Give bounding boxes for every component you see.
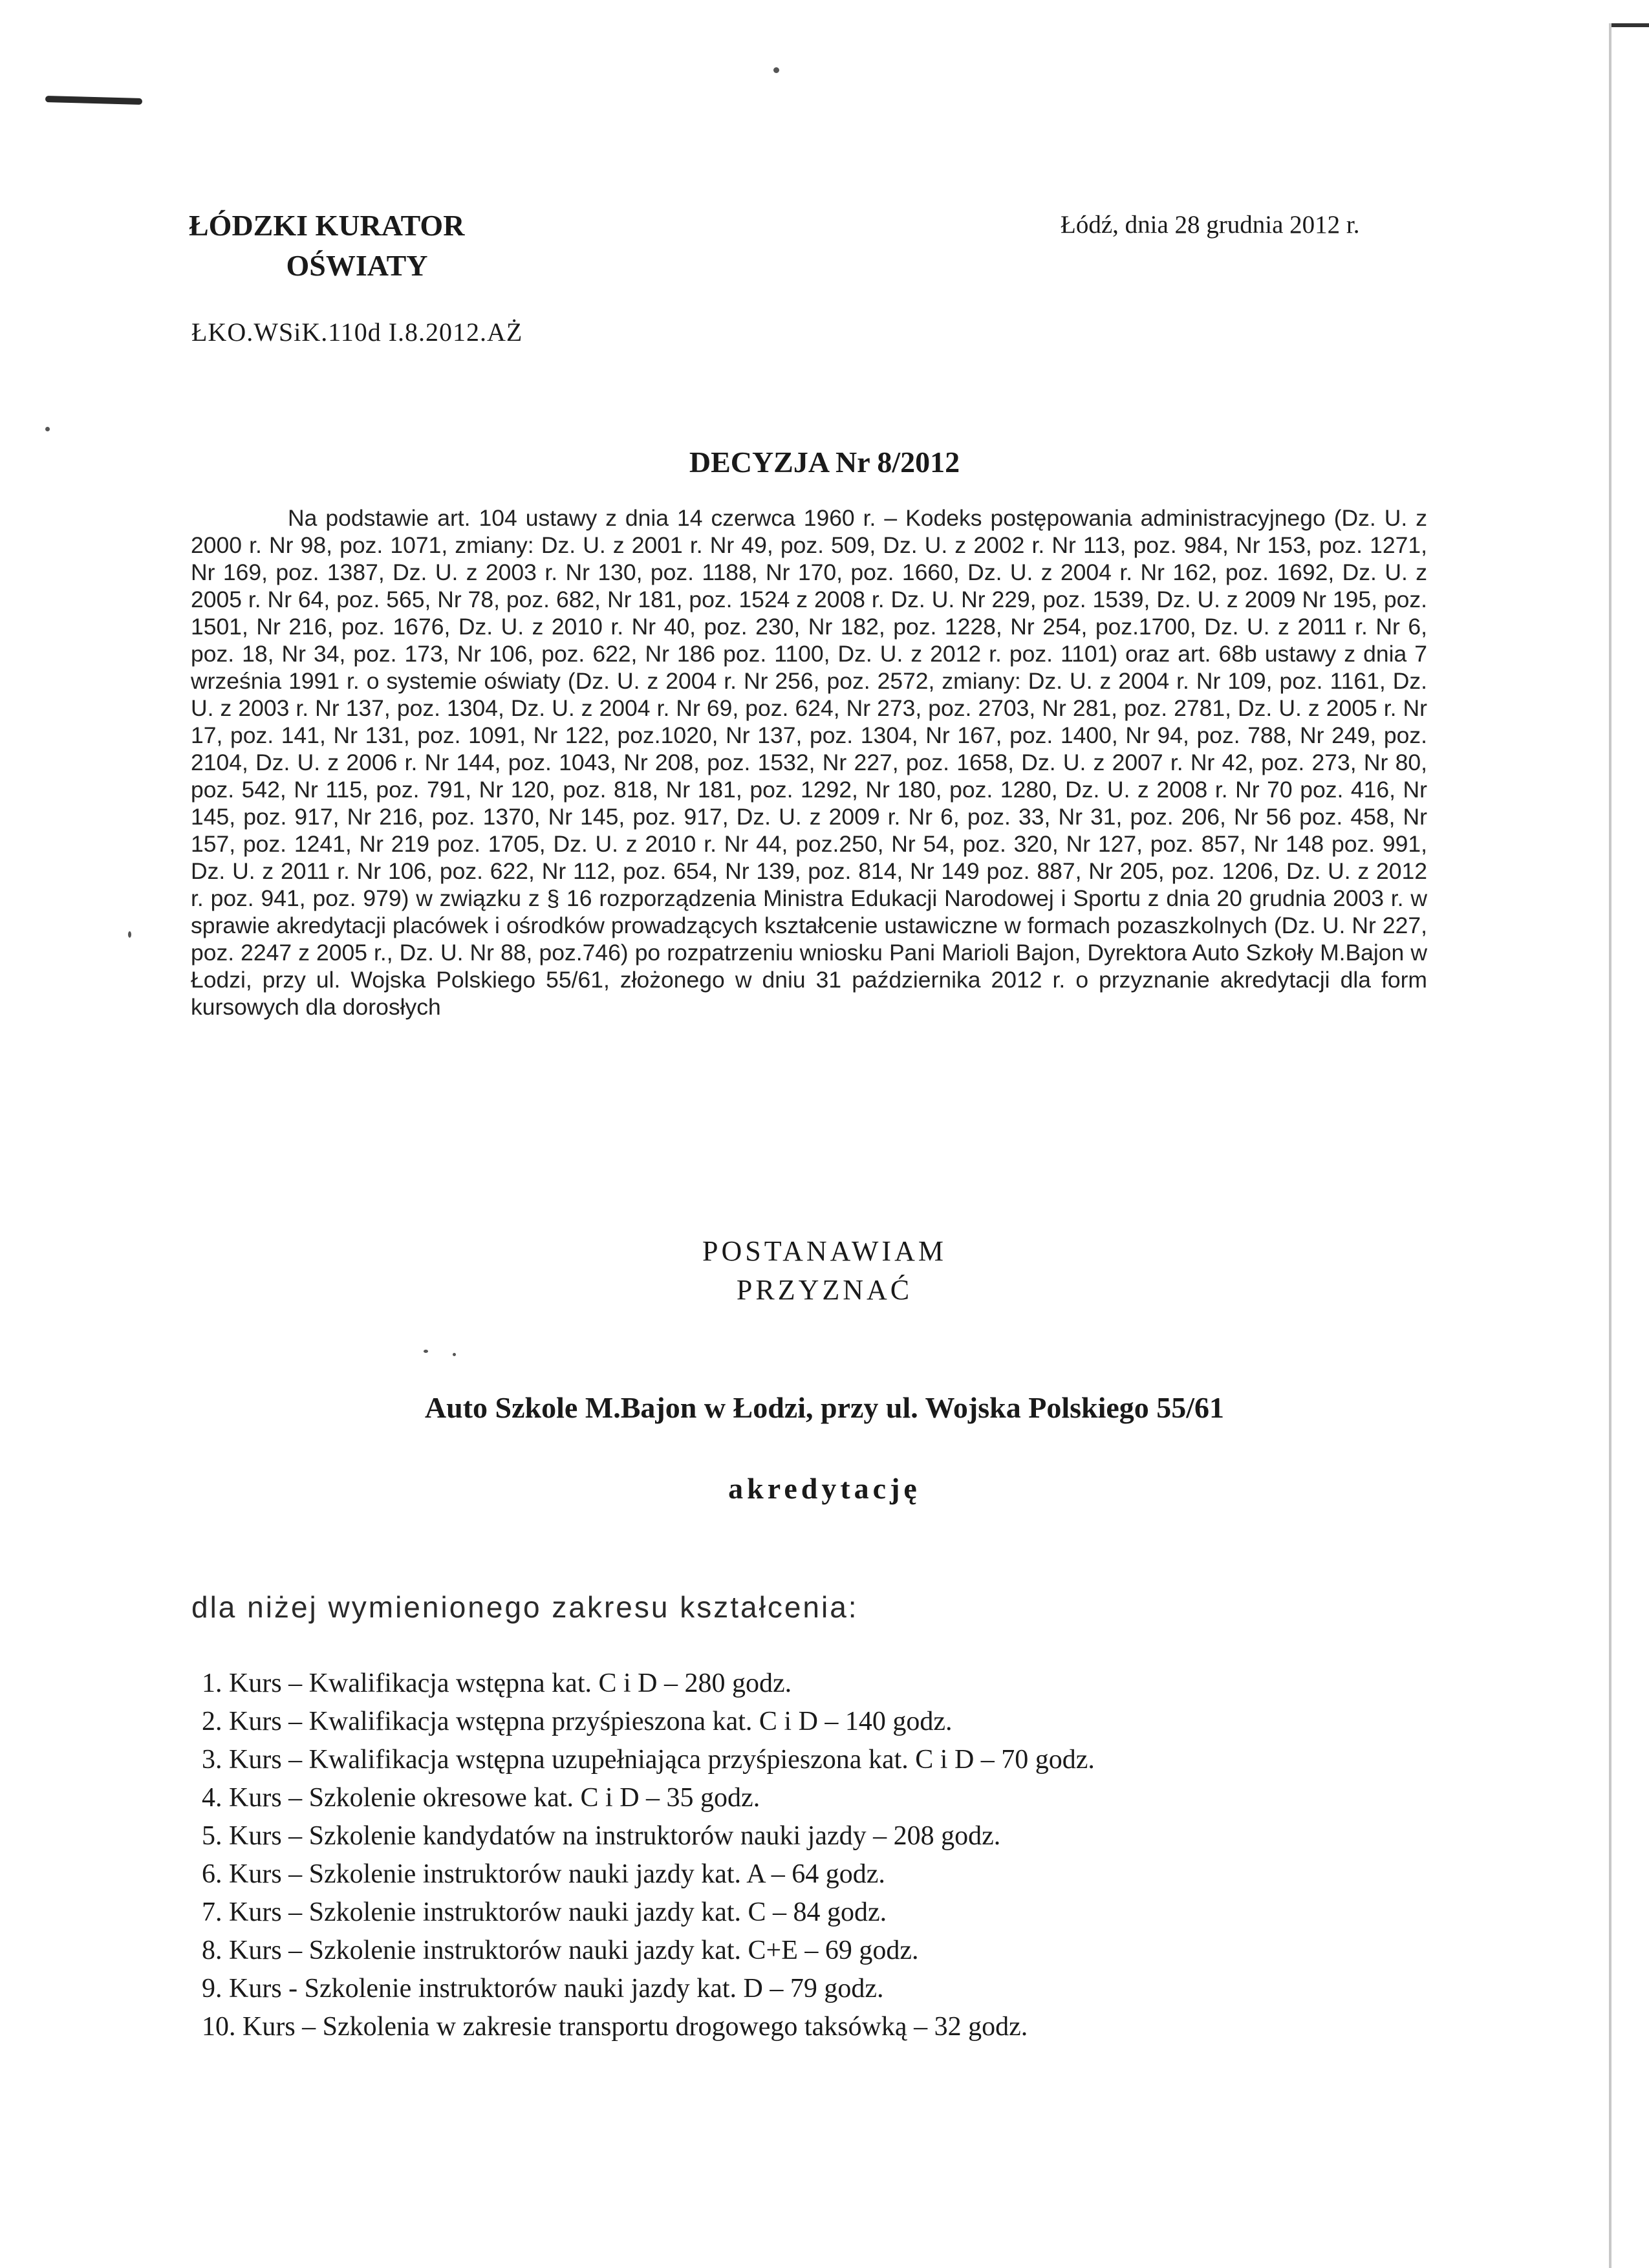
scan-mark	[45, 96, 142, 105]
recipient: Auto Szkole M.Bajon w Łodzi, przy ul. Wojska Polskiego 55/61	[424, 1391, 1225, 1424]
course-item: 1. Kurs – Kwalifikacja wstępna kat. C i D – 280 godz.	[202, 1669, 792, 1698]
scan-speck	[453, 1353, 456, 1356]
course-item: 9. Kurs - Szkolenie instruktorów nauki jazdy kat. D – 79 godz.	[202, 1974, 884, 2003]
course-item: 5. Kurs – Szkolenie kandydatów na instruktorów nauki jazdy – 208 godz.	[202, 1821, 1001, 1851]
course-list	[202, 1665, 1095, 2046]
course-item: 3. Kurs – Kwalifikacja wstępna uzupełniająca przyśpieszona kat. C i D – 70 godz.	[202, 1745, 1095, 1775]
course-item: 2. Kurs – Kwalifikacja wstępna przyśpieszona kat. C i D – 140 godz.	[202, 1707, 953, 1736]
course-item: 4. Kurs – Szkolenie okresowe kat. C i D – 35 godz.	[202, 1783, 760, 1813]
ruling-line-2: PRZYZNAĆ	[736, 1274, 913, 1306]
course-item: 6. Kurs – Szkolenie instruktorów nauki jazdy kat. A – 64 godz.	[202, 1859, 885, 1889]
ruling-line-1: POSTANAWIAM	[702, 1235, 947, 1267]
course-item: 7. Kurs – Szkolenie instruktorów nauki jazdy kat. C – 84 godz.	[202, 1897, 887, 1927]
legal-basis-paragraph: Na podstawie art. 104 ustawy z dnia 14 czerwca 1960 r. – Kodeks postępowania administracyjnego (Dz. U. z 2000 r. Nr 98, poz. 1071, zmiany: Dz. U. z 2001 r. Nr 49, poz. 509, Dz. U. z 2002 r. Nr 113, poz. 984, Nr 153, poz. 1271, Nr 169, poz. 1387, Dz. U. z 2003 r. Nr 130, poz. 1188, Nr 170, poz. 1660, Dz. U. z 2004 r. Nr 162, poz. 1692, Dz. U. z 2005 r. Nr 64, poz. 565, Nr 78, poz. 682, Nr 181, poz. 1524 z 2008 r. Dz. U. Nr 229, poz. 1539, Dz. U. z 2009 Nr 195, poz. 1501, Nr 216, poz. 1676, Dz. U. z 2010 r. Nr 40, poz. 230, Nr 182, poz. 1228, Nr 254, poz.1700, Dz. U. z 2011 r. Nr 6, poz. 18, Nr 34, poz. 173, Nr 106, poz. 622, Nr 186 poz. 1100, Dz. U. z 2012 r. poz. 1101) oraz art. 68b ustawy z dnia 7 września 1991 r. o systemie oświaty (Dz. U. z 2004 r. Nr 256, poz. 2572, zmiany: Dz. U. z 2004 r. Nr 109, poz. 1161, Dz. U. z 2003 r. Nr 137, poz. 1304, Dz. U. z 2004 r. Nr 69, poz. 624, Nr 273, poz. 2703, Nr 281, poz. 2781, Dz. U. z 2005 r. Nr 17, poz. 141, Nr 131, poz. 1091, Nr 122, poz.1020, Nr 137, poz. 1304, Nr 167, poz. 1400, Nr 94, poz. 788, Nr 249, poz. 2104, Dz. U. z 2006 r. Nr 144, poz. 1043, Nr 208, poz. 1532, Nr 227, poz. 1658, Dz. U. z 2007 r. Nr 42, poz. 273, Nr 80, poz. 542, Nr 115, poz. 791, Nr 120, poz. 818, Nr 181, poz. 1292, Nr 180, poz. 1280, Dz. U. z 2008 r. Nr 70 poz. 416, Nr 145, poz. 917, Nr 216, poz. 1370, Nr 145, poz. 917, Dz. U. z 2009 r. Nr 6, poz. 33, Nr 31, poz. 206, Nr 56 poz. 458, Nr 157, poz. 1241, Nr 219 poz. 1705, Dz. U. z 2010 r. Nr 44, poz.250, Nr 54, poz. 320, Nr 127, poz. 857, Nr 148 poz. 991, Dz. U. z 2011 r. Nr 106, poz. 622, Nr 112, poz. 654, Nr 139, poz. 814, Nr 149 poz. 887, Nr 205, poz. 1206, Dz. U. z 2012 r. poz. 941, poz. 979) w związku z § 16 rozporządzenia Ministra Edukacji Narodowej i Sportu z dnia 20 grudnia 2003 r. w sprawie akredytacji placówek i ośrodków prowadzących kształcenie ustawiczne w formach pozaszkolnych (Dz. U. Nr 227, poz. 2247 z 2005 r., Dz. U. Nr 88, poz.746) po rozpatrzeniu wniosku Pani Marioli Bajon, Dyrektora Auto Szkoły M.Bajon w Łodzi, przy ul. Wojska Polskiego 55/61, złożonego w dniu 31 października 2012 r. o przyznanie akredytacji dla form kursowych dla dorosłych	[191, 505, 1427, 1020]
issuer-name	[189, 206, 525, 286]
scan-speck	[45, 427, 50, 431]
issuer-line-2: OŚWIATY	[286, 249, 428, 282]
scan-edge	[1609, 23, 1649, 27]
decision-title: DECYZJA Nr 8/2012	[689, 446, 960, 479]
scan-speck	[424, 1350, 428, 1353]
accreditation-heading: akredytację	[728, 1472, 921, 1505]
scan-edge-shadow	[1609, 23, 1611, 2268]
ruling-heading	[0, 1232, 1649, 1310]
issuer-line-1: ŁÓDZKI KURATOR	[189, 209, 465, 242]
scan-speck	[773, 67, 779, 73]
scope-intro: dla niżej wymienionego zakresu kształcenia:	[191, 1590, 859, 1624]
place-date: Łódź, dnia 28 grudnia 2012 r.	[1061, 211, 1360, 239]
course-item: 8. Kurs – Szkolenie instruktorów nauki jazdy kat. C+E – 69 godz.	[202, 1936, 919, 1965]
course-item: 10. Kurs – Szkolenia w zakresie transportu drogowego taksówką – 32 godz.	[202, 2012, 1028, 2042]
case-reference: ŁKO.WSiK.110d I.8.2012.AŻ	[191, 318, 523, 347]
scan-speck	[128, 931, 131, 938]
